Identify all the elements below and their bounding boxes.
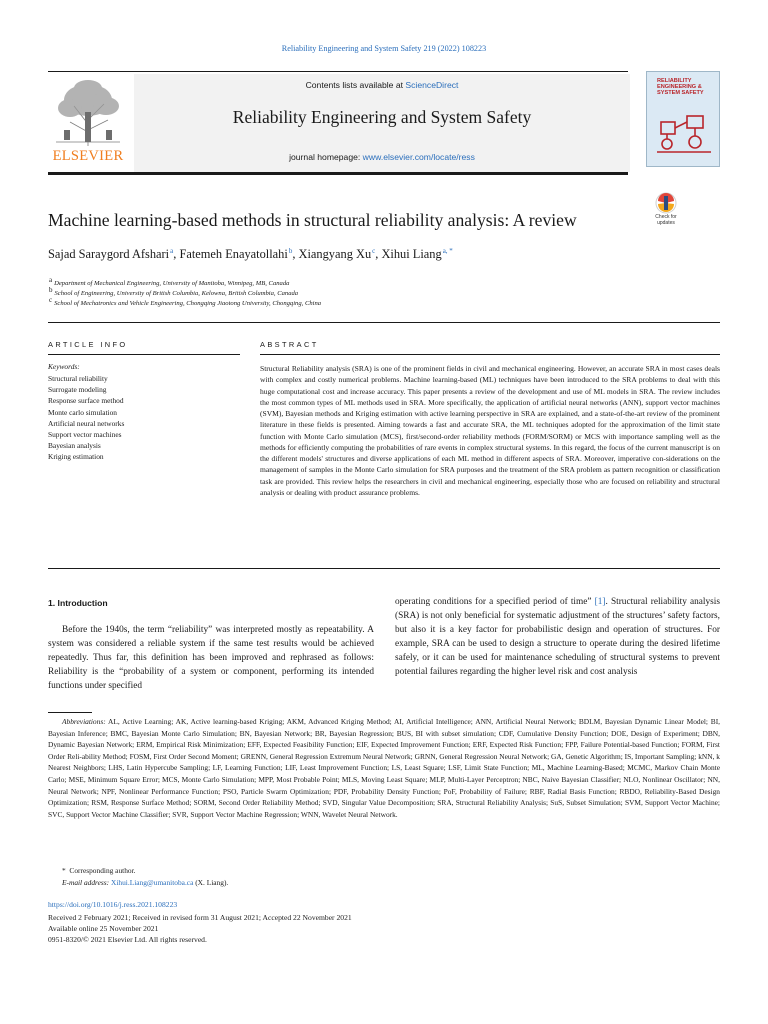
elsevier-tree-icon xyxy=(48,76,128,148)
keyword-item: Support vector machines xyxy=(48,430,122,440)
crossmark-icon xyxy=(647,192,685,216)
author-affiliation-mark[interactable]: c xyxy=(372,247,376,255)
author-affiliation-mark[interactable]: a, * xyxy=(442,247,453,255)
available-online-date: Available online 25 November 2021 xyxy=(48,924,159,933)
doi-link[interactable]: https://doi.org/10.1016/j.ress.2021.108223 xyxy=(48,900,178,909)
introduction-paragraph-right xyxy=(395,596,720,679)
journal-homepage-link[interactable]: www.elsevier.com/locate/ress xyxy=(362,152,475,162)
article-title: Machine learning-based methods in structural reliability analysis: A review xyxy=(48,210,577,230)
body-text: . Structural reliability analysis (SRA) is not only beneficial for systematic adjustment of the structures’ safety factors, but also it is a key factor for probabilistic design and operation of structures. For example, SRA can be used to design a structure to operate during the desired lifetime safely, or it can be used for maintenance scheduling of structural systems to prevent potential failures regarding the higher level risk and cost analysis xyxy=(395,597,720,677)
email-label: E-mail address: xyxy=(62,878,110,887)
introduction-paragraph-left: Before the 1940s, the term “reliability” was interpreted mostly as repeatability. A system was considered a reliable system if the same test results would be achieved repeatedly. Thus far, this definition has been improved and rephrased as follows: Reliability is the “probability of a system or component, performing its intended functions under specified xyxy=(48,625,374,691)
author-name[interactable]: Sajad Saraygord Afshari xyxy=(48,247,170,262)
keyword-item: Structural reliability xyxy=(48,374,108,383)
footnote-divider xyxy=(48,712,92,713)
affiliation-mark: b xyxy=(49,286,53,294)
keyword-item: Surrogate modeling xyxy=(48,385,107,395)
cover-illustration-icon xyxy=(647,72,721,168)
affiliation-line xyxy=(48,296,321,307)
contents-line xyxy=(134,80,630,90)
homepage-prefix: journal homepage: xyxy=(289,152,363,162)
keyword-item: Kriging estimation xyxy=(48,452,104,462)
abstract-heading: ABSTRACT xyxy=(260,340,319,349)
keyword-item: Artificial neural networks xyxy=(48,418,125,428)
affiliation-text: School of Engineering, University of British Columbia, Kelowna, British Columbia, Canada xyxy=(54,290,299,298)
received-dates: Received 2 February 2021; Received in revised form 31 August 2021; Accepted 22 November 2021 xyxy=(48,913,352,922)
abbreviations-text: AL, Active Learning; AK, Active learning-based Kriging; AKM, Advanced Kriging Method; AI, Artificial Intelligence; ANN, Artificial Neural Network; BDLM, Bayesian Dynamic Linear Model; BI, Bayesian Inference; BMC, Bayesian Monte Carlo Simulation; BN, Bayesian Network; BR, Bayesian Regression; BUS, BI with subset simulation; CDF, Cumulative Density Function; DOE, Design of Experiment; DBN, Dynamic Bayesian Network; ERM, Empirical Risk Minimization; EFF, Expected Feasibility Function; EIF, Expected Improvement Function; ERF, Expected Risk Function; FPP, Failure Potential-based Function; FORM, First Order Reli-ability Method; FOSM, First Order Second Moment; GRENN, General Regression Extremum Neural Network; GRNN, General Regression Neural Network; GA, Genetic Algorithm; IS, Important Sampling; kNN, k Nearest Neighbors; LHS, Latin Hypercube Sampling; LF, Learning Function; LIF, Least Improvement Function; LS, Least Square; LSF, Limit State Function; ML, Machine Learning-Based; MCMC, Markov Chain Monte Carlo; MSE, Minimum Square Error; MCS, Monte Carlo Simulation; MPP, Most Probable Point; MLS, Moving Least Square; MLP, Multi-Layer Perceptron; NBC, Naive Bayesian Classifier; NLO, Nonlinear Oscillator; NN, Neural Network; NPF, Nonlinear Performance Function; PSO, Particle Swarm Optimization; PDF, Probability Density Function; PoF, Probability of Failure; RBF, Radial Basis Function; RBDO, Reliability-Based Design Optimization; RSM, Response Surface Method; SORM, Second Order Reliability Method; SVD, Singular Value Decomposition; SRA, Structural Reliability Analysis; SuS, Subset Simulation; SVM, Support Vector Machine; SVC, Support Vector Machine Classifier; SVR, Support Vector Machine Regression; WNN, Wavelet Neural Network. xyxy=(48,717,720,819)
contents-prefix: Contents lists available at xyxy=(305,80,406,90)
author-name[interactable]: Fatemeh Enayatollahi xyxy=(179,247,288,262)
keyword-item: Response surface method xyxy=(48,396,124,406)
keyword-item: Monte carlo simulation xyxy=(48,407,117,417)
author-affiliation-mark[interactable]: a xyxy=(170,247,174,255)
abbreviations-label: Abbreviations: xyxy=(62,717,106,726)
affiliation-mark: c xyxy=(49,296,53,304)
affiliation-text: Department of Mechanical Engineering, University of Manitoba, Winnipeg, MB, Canada xyxy=(54,280,290,288)
author-name[interactable]: Xiangyang Xu xyxy=(298,247,372,262)
divider xyxy=(260,354,720,355)
keyword-list xyxy=(48,373,238,463)
email-link[interactable]: Xihui.Liang@umanitoba.ca xyxy=(111,878,194,887)
keywords-label: Keywords: xyxy=(48,362,80,371)
corresponding-author-note xyxy=(62,866,136,875)
affiliation-mark: a xyxy=(49,276,53,284)
email-owner: (X. Liang). xyxy=(193,878,229,887)
author-separator: , xyxy=(292,247,299,262)
divider xyxy=(48,322,720,323)
body-text: operating conditions for a specified period of time” xyxy=(395,597,595,607)
elsevier-logo xyxy=(48,76,128,168)
journal-cover-thumbnail[interactable] xyxy=(646,71,720,167)
email-note xyxy=(62,878,228,887)
abstract-text: Structural Reliability analysis (SRA) is one of the prominent fields in civil and mechanical engineering. However, an accurate SRA in most cases deals with complex and costly numerical problems. Machine learning-based (ML) techniques have been introduced to the SRA problems to deal with this huge computational cost and increase accuracy. This paper presents a review of the development and use of ML models in SRA. The review includes the most common types of ML methods used in SRA. More specifically, the application of artificial neural networks (ANN), support vector machines (SVM), Bayesian methods and Kriging estimation with active learning perspective in SRA are explained, and a state-of-the-art review of the prominent literature in these fields is presented. Aiming towards a fast and accurate SRA, the ML techniques adopted for the approximation of the limit state function with Monte Carlo simulation (MCS), first/second-order reliability methods (FORM/SORM) or MCS with importance sampling well as the methods for efficiently computing the probabilities of rare events in complex structural systems. In this regard, the focus of the current manuscript is on the different models' structures and diverse applications of each ML method in different aspects of SRA. Moreover, imperative con-siderations on the management of samples in the Monte Carlo simulation for SRA purposes and the treatment of the SRA problem as pattern recognition or classification task are provided. This review helps the researchers in civil and mechanical engineering, especially those who are focused on reliability and structural analysis or dealing with product assurance problems. xyxy=(260,364,720,497)
running-head-link[interactable]: Reliability Engineering and System Safety 219 (2022) 108223 xyxy=(281,44,487,53)
crossmark-label: Check for updates xyxy=(655,214,677,226)
copyright-line: 0951-8320/© 2021 Elsevier Ltd. All rights reserved. xyxy=(48,935,207,944)
affiliation-text: School of Mechatronics and Vehicle Engineering, Chongqing Jiaotong University, Chongqing, China xyxy=(54,300,322,308)
journal-homepage-line xyxy=(134,152,630,162)
sciencedirect-link[interactable]: ScienceDirect xyxy=(405,80,459,90)
author-name[interactable]: Xihui Liang xyxy=(381,247,442,262)
abbreviations-footnote xyxy=(48,716,720,820)
divider xyxy=(48,568,720,569)
cover-title: RELIABILITY ENGINEERING & SYSTEM SAFETY xyxy=(657,78,704,96)
elsevier-wordmark: ELSEVIER xyxy=(52,148,124,164)
article-info-heading: ARTICLE INFO xyxy=(48,340,128,349)
section-heading-introduction: 1. Introduction xyxy=(48,598,108,608)
author-separator: , xyxy=(173,247,180,262)
citation-link[interactable]: [1] xyxy=(594,597,606,607)
author-list xyxy=(48,247,688,262)
check-for-updates-badge[interactable] xyxy=(647,192,685,232)
keyword-item: Bayesian analysis xyxy=(48,441,101,451)
corresponding-mark: * xyxy=(62,866,66,875)
journal-title: Reliability Engineering and System Safety xyxy=(232,107,532,127)
author-separator: , xyxy=(375,247,382,262)
author-affiliation-mark[interactable]: b xyxy=(288,247,293,255)
corresponding-text: Corresponding author. xyxy=(69,866,136,875)
divider xyxy=(48,354,240,355)
